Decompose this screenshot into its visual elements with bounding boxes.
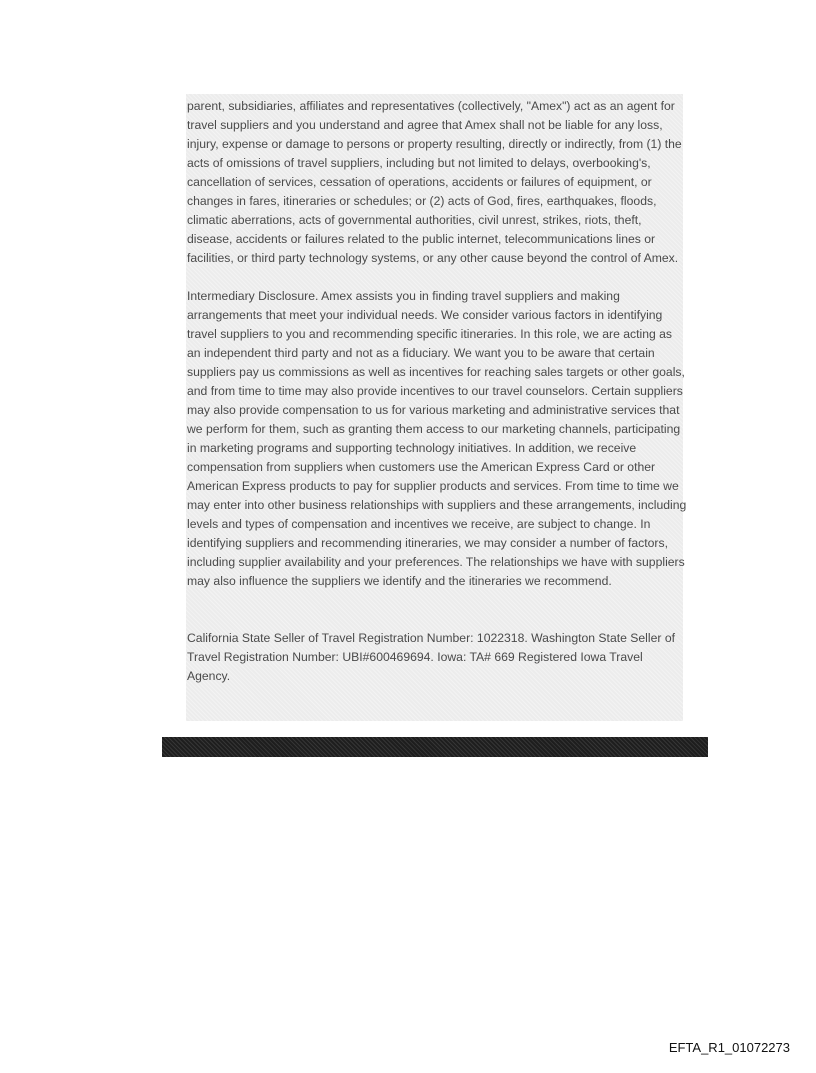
intermediary-disclosure-paragraph: Intermediary Disclosure. Amex assists you in finding travel suppliers and making arrangements that meet your individual needs. We consider various factors in identifying travel suppliers to you and recommending specific itineraries. In this role, we are acting as an independent third party and not as a fiduciary. We want you to be aware that certain suppliers pay us commissions as well as incentives for reaching sales targets or other goals, and from time to time may also provide incentives to our travel counselors. Certain suppliers may also provide compensation to us for various marketing and administrative services that we perform for them, such as granting them access to our marketing channels, participating in marketing programs and supporting technology initiatives. In addition, we receive compensation from suppliers when customers use the American Express Card or other American Express products to pay for supplier products and services. From time to time we may enter into other business relationships with suppliers and these arrangements, including levels and types of compensation and incentives we receive, are subject to change. In identifying suppliers and recommending itineraries, we may consider a number of factors, including supplier availability and your preferences. The relationships we have with suppliers may also influence the suppliers we identify and the itineraries we recommend. bbox=[187, 289, 687, 588]
page-id-label: EFTA_R1_01072273 bbox=[668, 1040, 790, 1055]
registration-numbers-paragraph: California State Seller of Travel Registration Number: 1022318. Washington State Seller of Travel Registration Number: UBI#600469694. Iowa: TA# 669 Registered Iowa Travel Agency. bbox=[187, 631, 675, 683]
footer-bar bbox=[162, 737, 708, 757]
liability-paragraph: parent, subsidiaries, affiliates and representatives (collectively, "Amex") act as an agent for travel suppliers and you understand and agree that Amex shall not be liable for any loss, injury, expense or damage to persons or property resulting, directly or indirectly, from (1) the acts of omissions of travel suppliers, including but not limited to delays, overbooking's, cancellation of services, cessation of operations, accidents or failures of equipment, or changes in fares, itineraries or schedules; or (2) acts of God, fires, earthquakes, floods, climatic aberrations, acts of governmental authorities, civil unrest, strikes, riots, theft, disease, accidents or failures related to the public internet, telecommunications lines or facilities, or third party technology systems, or any other cause beyond the control of Amex. bbox=[187, 99, 682, 265]
